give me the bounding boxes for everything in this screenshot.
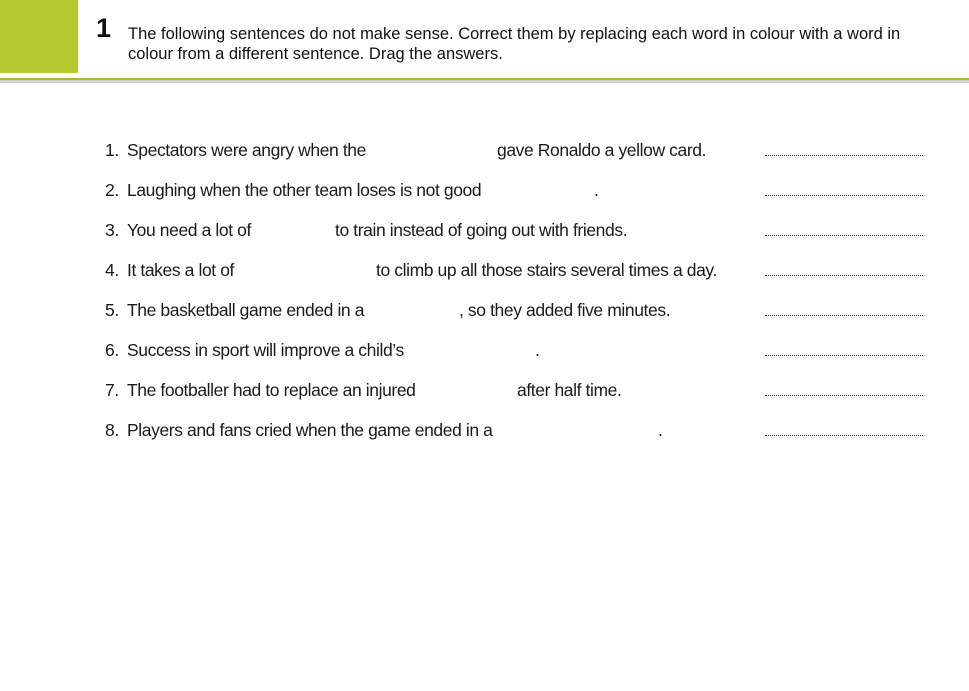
sentence-row-1 (0, 139, 969, 161)
exercise-instructions: The following sentences do not make sense. Correct them by replacing each word in colour with a word in colour from a different sentence. Drag the answers. (128, 25, 901, 63)
drop-slot-7[interactable] (422, 379, 512, 401)
drop-slot-4[interactable] (243, 259, 371, 281)
sentence-text-after: after half time. (517, 380, 622, 400)
answer-line-7[interactable] (765, 395, 923, 396)
sentence-text-before: You need a lot of (127, 220, 251, 240)
answer-line-2[interactable] (765, 195, 923, 196)
sentence-row-7 (0, 379, 969, 401)
sentence-text-before: The basketball game ended in a (127, 300, 365, 320)
sentence-number: 7. (105, 380, 119, 400)
sentence-text-before: The footballer had to replace an injured (127, 380, 416, 400)
answer-line-1[interactable] (765, 155, 923, 156)
sentence-text-before: Players and fans cried when the game ended in a (127, 420, 493, 440)
drop-slot-1[interactable] (378, 139, 492, 161)
sentence-text-before: It takes a lot of (127, 260, 235, 280)
sentence-number: 1. (105, 140, 119, 160)
answer-line-3[interactable] (765, 235, 923, 236)
sentence-row-5 (0, 299, 969, 321)
sentence-text-after: to train instead of going out with friends. (335, 220, 628, 240)
sentence-text-after: . (535, 340, 540, 360)
sentence-text-before: Spectators were angry when the (127, 140, 366, 160)
sentence-text-after: to climb up all those stairs several times a day. (376, 260, 717, 280)
drop-slot-3[interactable] (255, 219, 331, 241)
answer-line-4[interactable] (765, 275, 923, 276)
sentence-number: 2. (105, 180, 119, 200)
sentence-number: 5. (105, 300, 119, 320)
sentence-text-after: . (658, 420, 663, 440)
drop-slot-5[interactable] (367, 299, 455, 321)
sentence-text-after: , so they added five minutes. (459, 300, 671, 320)
answer-line-5[interactable] (765, 315, 923, 316)
drop-slot-8[interactable] (499, 419, 653, 441)
answer-line-6[interactable] (765, 355, 923, 356)
sentence-text-after: gave Ronaldo a yellow card. (497, 140, 707, 160)
sentence-text-before: Laughing when the other team loses is not good (127, 180, 482, 200)
drop-slot-2[interactable] (491, 179, 591, 201)
sentence-row-2 (0, 179, 969, 201)
sentence-number: 6. (105, 340, 119, 360)
drop-slot-6[interactable] (418, 339, 530, 361)
sentence-text-after: . (594, 180, 599, 200)
sentence-number: 3. (105, 220, 119, 240)
sentence-row-8 (0, 419, 969, 441)
sentence-row-4 (0, 259, 969, 281)
sentence-number: 8. (105, 420, 119, 440)
sentence-number: 4. (105, 260, 119, 280)
sentence-text-before: Success in sport will improve a child’s (127, 340, 404, 360)
exercise-number: 1 (96, 13, 112, 43)
sentence-row-3 (0, 219, 969, 241)
answer-line-8[interactable] (765, 435, 923, 436)
sentence-row-6 (0, 339, 969, 361)
